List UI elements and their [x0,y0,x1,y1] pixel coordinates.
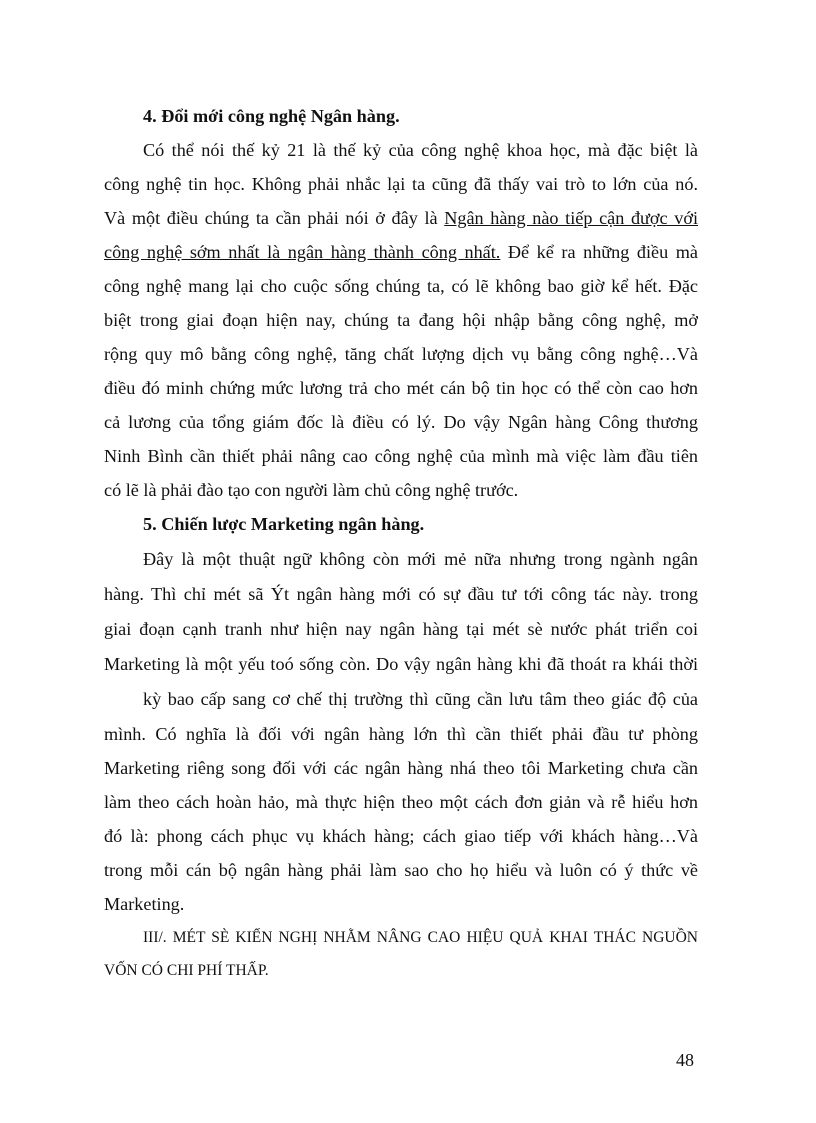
paragraph-line: công nghệ mang lại cho cuộc sống chúng ta, có lẽ không bao giờ kể hết. Đặc [104,276,698,296]
paragraph-line: biệt trong giai đoạn hiện nay, chúng ta đang hội nhập bằng công nghệ, mở [104,310,698,330]
paragraph-line: Marketing riêng song đối với các ngân hàng nhá theo tôi Marketing chưa cần [104,758,698,778]
paragraph-line [104,235,698,269]
section-5-heading: 5. Chiến lược Marketing ngân hàng. [143,514,425,534]
paragraph-line: làm theo cách hoàn hảo, mà thực hiện theo một cách đơn giản và rễ hiểu hơn [104,792,698,812]
section-4-heading: 4. Đổi mới công nghệ Ngân hàng. [143,106,400,126]
paragraph-line: Marketing là một yếu toó sống còn. Do vậy ngân hàng khi đã thoát ra khái thời [104,654,698,674]
paragraph-line: mình. Có nghĩa là đối với ngân hàng lớn thì cần thiết phải đầu tư phòng [104,724,698,744]
paragraph-line: cả lương của tổng giám đốc là điều có lý. Do vậy Ngân hàng Công thương [104,412,698,432]
underlined-text: công nghệ sớm nhất là ngân hàng thành công nhất. [104,242,501,262]
paragraph-text: Để kể ra những điều mà [500,242,698,262]
paragraph-line: điều đó minh chứng mức lương trả cho mét cán bộ tin học có thể còn cao hơn [104,378,698,398]
paragraph-line: công nghệ tin học. Không phải nhắc lại ta cũng đã thấy vai trò to lớn của nó. [104,174,698,194]
paragraph-line: Marketing. [104,894,185,914]
underlined-text: Ngân hàng nào tiếp cận được với [444,208,698,228]
paragraph-line: đó là: phong cách phục vụ khách hàng; cách giao tiếp với khách hàng…Và [104,826,698,846]
paragraph-line: Ninh Bình cần thiết phải nâng cao công nghệ của mình mà việc làm đầu tiên [104,446,698,466]
section-3-heading-line: VỐN CÓ CHI PHÍ THẤP. [104,962,269,979]
paragraph-line: kỳ bao cấp sang cơ chế thị trường thì cũng cần lưu tâm theo giác độ của [143,689,698,709]
paragraph-line: Đây là một thuật ngữ không còn mới mẻ nữa nhưng trong ngành ngân [143,549,698,569]
paragraph-line: rộng quy mô bằng công nghệ, tăng chất lượng dịch vụ bằng công nghệ…Và [104,344,698,364]
paragraph-line [104,201,698,235]
section-3-heading-line: III/. MÉT SÈ KIẾN NGHỊ NHẰM NÂNG CAO HIỆU QUẢ KHAI THÁC NGUỒN [143,929,698,946]
paragraph-line: hàng. Thì chỉ mét sã Ýt ngân hàng mới có sự đầu tư tới công tác này. trong [104,584,698,604]
paragraph-line: có lẽ là phải đào tạo con người làm chủ công nghệ trước. [104,480,519,500]
paragraph-line: giai đoạn cạnh tranh như hiện nay ngân hàng tại mét sè nước phát triển coi [104,619,698,639]
paragraph-line: trong mỗi cán bộ ngân hàng phải làm sao cho họ hiểu và luôn có ý thức về [104,860,698,880]
paragraph-line: Có thể nói thế kỷ 21 là thế kỷ của công nghệ khoa học, mà đặc biệt là [143,140,698,160]
page-number: 48 [676,1050,694,1070]
paragraph-text: Và một điều chúng ta cần phải nói ở đây là [104,208,445,228]
